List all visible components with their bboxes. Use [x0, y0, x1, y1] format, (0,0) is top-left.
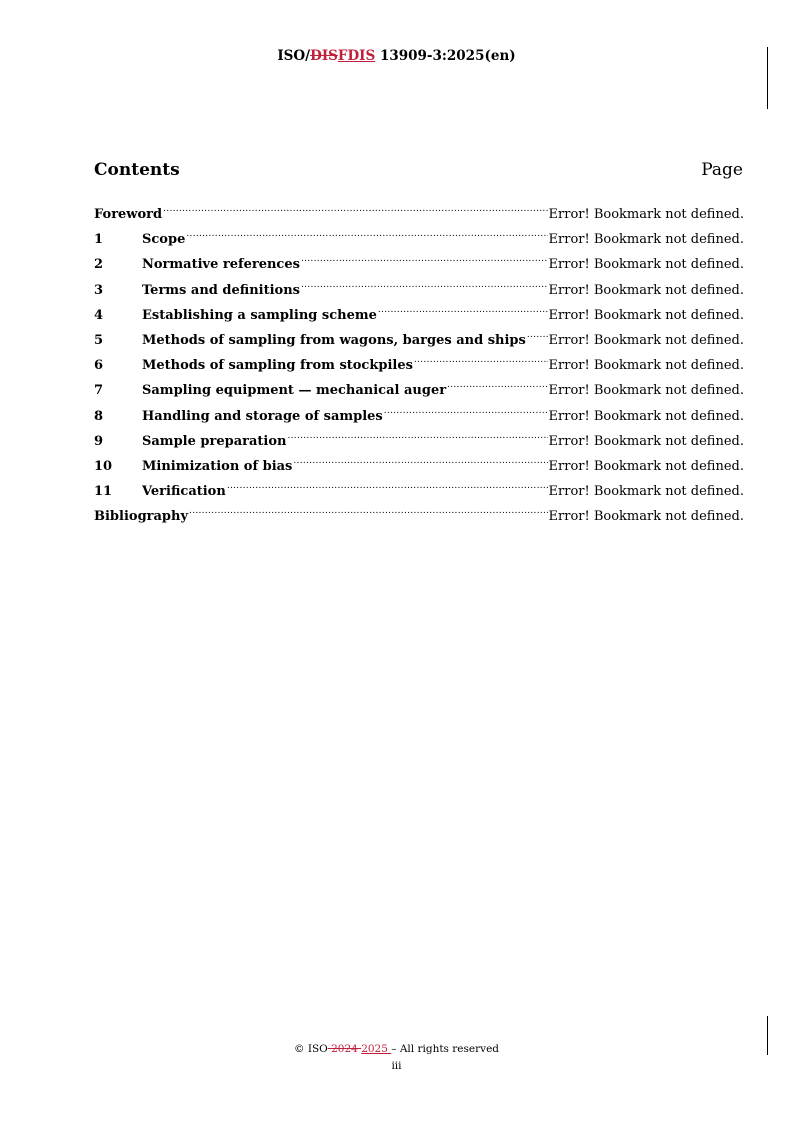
toc-entry[interactable]: [94, 502, 744, 527]
toc-dot-leader: [287, 427, 547, 445]
page-column-label: Page: [701, 160, 743, 180]
toc-entry-title[interactable]: Establishing a sampling scheme: [142, 307, 377, 323]
toc-entry-number: 4: [94, 307, 104, 323]
copyright-inserted-year: 2025: [361, 1043, 392, 1055]
toc-entry-title[interactable]: Bibliography: [94, 509, 189, 525]
toc-entry-number: 6: [94, 358, 104, 374]
toc-dot-leader: [378, 301, 548, 319]
toc-entry-title[interactable]: Methods of sampling from stockpiles: [142, 358, 413, 374]
toc-entry-title[interactable]: Scope: [142, 232, 186, 248]
toc-dot-leader: [384, 402, 548, 420]
toc-entry-number: 9: [94, 433, 104, 449]
toc-entry-title[interactable]: Terms and definitions: [142, 282, 300, 298]
toc-dot-leader: [414, 351, 548, 369]
toc-dot-leader: [301, 276, 548, 294]
copyright-suffix: – All rights reserved: [391, 1043, 500, 1055]
toc-dot-leader: [189, 502, 548, 520]
toc-entry[interactable]: [94, 276, 744, 301]
toc-entry-title[interactable]: Normative references: [142, 257, 300, 273]
toc-entry-number: 3: [94, 282, 104, 298]
toc-entry-title[interactable]: Foreword: [94, 207, 163, 222]
toc-entry[interactable]: [94, 200, 744, 225]
toc-entry[interactable]: [94, 225, 744, 250]
toc-entry-number: 2: [94, 257, 104, 273]
toc-entry-page: Error! Bookmark not defined.: [548, 433, 744, 449]
toc-entry[interactable]: [94, 427, 744, 452]
toc-entry-number: 7: [94, 383, 104, 399]
toc-entry-page: Error! Bookmark not defined.: [548, 383, 744, 399]
copyright-prefix: © ISO: [293, 1043, 328, 1055]
toc-entry[interactable]: [94, 376, 744, 401]
toc-entry-title[interactable]: Handling and storage of samples: [142, 408, 383, 424]
table-of-contents: [94, 200, 744, 527]
toc-dot-leader: [301, 250, 548, 268]
toc-dot-leader: [293, 452, 547, 470]
toc-entry-number: 1: [94, 232, 104, 248]
toc-dot-leader: [186, 225, 547, 243]
copyright-deleted-year: 2024: [327, 1043, 362, 1055]
toc-entry-page: Error! Bookmark not defined.: [548, 358, 744, 374]
contents-title: Contents: [94, 160, 180, 180]
toc-entry-number: 11: [94, 484, 113, 500]
toc-entry-title[interactable]: Methods of sampling from wagons, barges and ships: [142, 332, 526, 348]
toc-dot-leader: [447, 376, 547, 394]
toc-entry-page: Error! Bookmark not defined.: [548, 307, 744, 323]
toc-dot-leader: [163, 200, 547, 218]
toc-entry-title[interactable]: Minimization of bias: [142, 458, 293, 474]
toc-entry[interactable]: [94, 250, 744, 275]
toc-entry-page: Error! Bookmark not defined.: [548, 484, 744, 500]
toc-entry[interactable]: [94, 477, 744, 502]
copyright-footer: [0, 1042, 793, 1056]
toc-entry-title[interactable]: Sample preparation: [142, 433, 287, 449]
toc-entry-page: Error! Bookmark not defined.: [548, 509, 744, 525]
toc-entry-number: 10: [94, 458, 113, 474]
toc-entry[interactable]: [94, 351, 744, 376]
toc-entry-page: Error! Bookmark not defined.: [548, 207, 744, 222]
header-deleted-text: DIS: [310, 48, 338, 64]
toc-entry-title[interactable]: Sampling equipment — mechanical auger: [142, 383, 447, 399]
toc-entry-page: Error! Bookmark not defined.: [548, 257, 744, 273]
toc-entry[interactable]: [94, 326, 744, 351]
toc-entry-page: Error! Bookmark not defined.: [548, 332, 744, 348]
toc-dot-leader: [527, 326, 548, 344]
toc-entry-number: 8: [94, 408, 104, 424]
toc-entry-page: Error! Bookmark not defined.: [548, 408, 744, 424]
toc-entry-title[interactable]: Verification: [142, 484, 226, 500]
document-header: [0, 47, 793, 65]
toc-entry-number: 5: [94, 332, 104, 348]
toc-entry-page: Error! Bookmark not defined.: [548, 232, 744, 248]
toc-dot-leader: [227, 477, 548, 495]
header-suffix: 13909-3:2025(en): [375, 48, 516, 64]
toc-entry-page: Error! Bookmark not defined.: [548, 282, 744, 298]
header-prefix: ISO/: [277, 48, 311, 64]
toc-entry[interactable]: [94, 301, 744, 326]
header-inserted-text: FDIS: [337, 48, 376, 64]
toc-entry[interactable]: [94, 402, 744, 427]
toc-entry[interactable]: [94, 452, 744, 477]
toc-entry-page: Error! Bookmark not defined.: [548, 458, 744, 474]
page-number: iii: [391, 1060, 402, 1072]
